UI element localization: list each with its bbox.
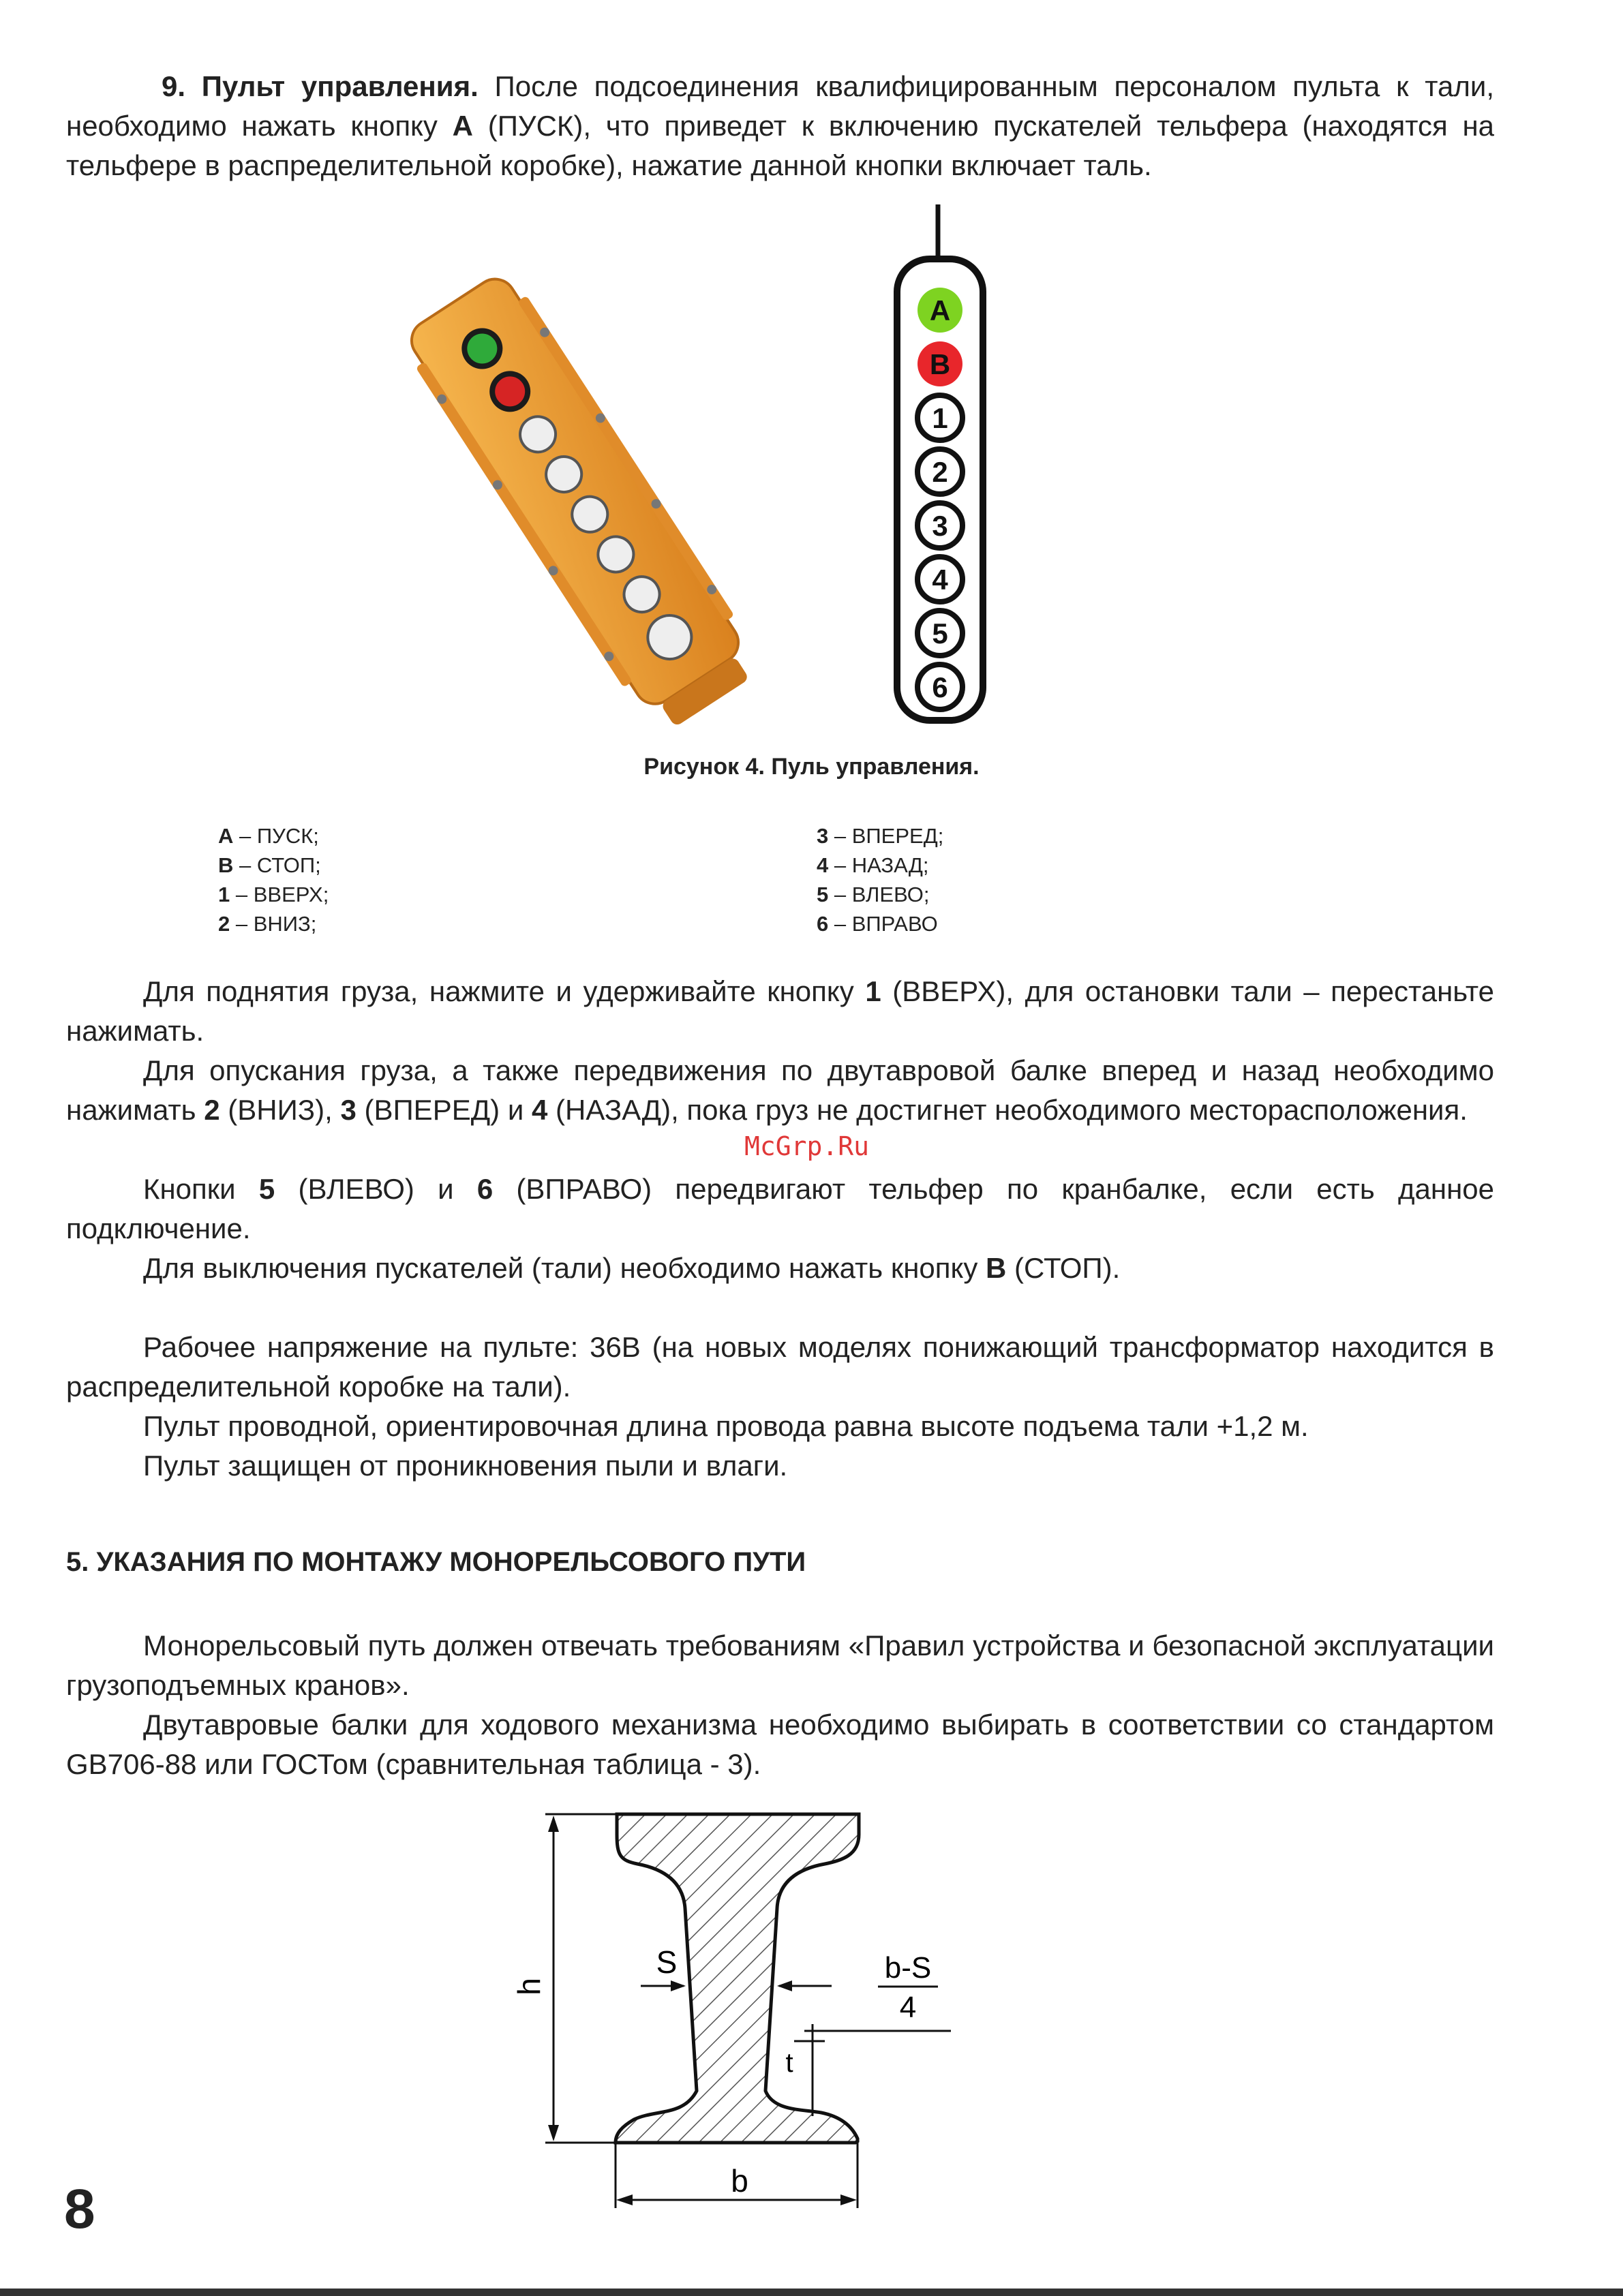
ibeam-label-h: h (511, 1978, 547, 1995)
diagram-button-a (917, 288, 962, 333)
watermark: McGrp.Ru (744, 1131, 870, 1161)
figure-caption: Рисунок 4. Пуль управления. (643, 754, 980, 780)
svg-text:2: 2 (932, 456, 948, 488)
instruction-stop: Для выключения пускателей (тали) необходимо нажать кнопку В (СТОП). (143, 1252, 1121, 1284)
svg-text:6: 6 (932, 671, 948, 703)
svg-text:3: 3 (932, 510, 948, 542)
legend-item: 4 – НАЗАД; (817, 853, 929, 877)
diagram-button-b (917, 341, 962, 386)
legend-item: 6 – ВПРАВО (817, 912, 938, 936)
instruction-lower: Для опускания груза, а также передвижения по двутавровой балке вперед и назад необходимо нажимать 2 (ВНИЗ), 3 (ВПЕРЕД) и 4 (НАЗАД), пока груз не достигнет необходимого месторасположения. (66, 1054, 1494, 1126)
ibeam-label-bs-den: 4 (899, 1991, 917, 2024)
legend-item: 1 – ВВЕРХ; (218, 883, 329, 906)
diagram-button-6 (917, 664, 962, 709)
ibeam-label-b: b (731, 2163, 748, 2199)
legend-item: В – СТОП; (218, 853, 321, 877)
legend-item: 5 – ВЛЕВО; (817, 883, 930, 906)
legend-item: А – ПУСК; (218, 824, 319, 848)
legend-right (817, 821, 943, 938)
diagram-button-3 (917, 503, 962, 548)
bottom-rule (0, 2289, 1623, 2296)
diagram-button-1 (917, 395, 962, 440)
svg-text:5: 5 (932, 617, 948, 649)
section9-title: 9. Пульт управления. (162, 70, 479, 102)
legend-left (218, 821, 329, 938)
svg-text:1: 1 (932, 402, 948, 434)
instruction-lift: Для поднятия груза, нажмите и удерживайте кнопку 1 (ВВЕРХ), для остановки тали – перестаньте нажимать. (66, 975, 1494, 1047)
ibeam-label-s: S (656, 1944, 678, 1980)
legend-item: 3 – ВПЕРЕД; (817, 824, 944, 848)
spec-voltage: Рабочее напряжение на пульте: 36В (на новых моделях понижающий трансформатор находится в распределительной коробке на тали). (66, 1331, 1494, 1403)
svg-text:A: A (929, 294, 951, 326)
diagram-button-5 (917, 611, 962, 656)
pendant-diagram (886, 204, 995, 729)
spec-cable: Пульт проводной, ориентировочная длина провода равна высоте подъема тали +1,2 м. (143, 1410, 1309, 1442)
section9-paragraph: 9. Пульт управления. После подсоединения квалифицированным персоналом пульта к тали, необходимо нажать кнопку А (ПУСК), что приведет к включению пускателей тельфера (находятся на тельфере в распределительной коробке), нажатие данной кнопки включает таль. (66, 70, 1495, 181)
diagram-button-4 (917, 557, 962, 602)
section5-heading: 5. УКАЗАНИЯ ПО МОНТАЖУ МОНОРЕЛЬСОВОГО ПУТИ (66, 1547, 806, 1577)
svg-text:4: 4 (932, 564, 948, 596)
ibeam-label-bs-num: b-S (884, 1951, 932, 1985)
section5-paragraph-2: Двутавровые балки для ходового механизма необходимо выбирать в соответствии со стандартом GB706-88 или ГОСТом (сравнительная таблица - 3). (66, 1709, 1494, 1780)
page-number: 8 (64, 2178, 95, 2240)
legend-item: 2 – ВНИЗ; (218, 912, 317, 936)
section5-paragraph-1: Монорельсовый путь должен отвечать требованиям «Правил устройства и безопасной эксплуатации грузоподъемных кранов». (66, 1629, 1494, 1701)
svg-text:B: B (929, 348, 951, 380)
instruction-left-right: Кнопки 5 (ВЛЕВО) и 6 (ВПРАВО) передвигают тельфер по кранбалке, если есть данное подключение. (66, 1173, 1494, 1244)
spec-protection: Пульт защищен от проникновения пыли и влаги. (143, 1450, 788, 1482)
diagram-button-2 (917, 449, 962, 494)
ibeam-label-t: t (785, 2048, 793, 2078)
ibeam-section (616, 1814, 859, 2143)
ibeam-diagram (504, 1806, 968, 2242)
pendant-photo (402, 259, 804, 736)
